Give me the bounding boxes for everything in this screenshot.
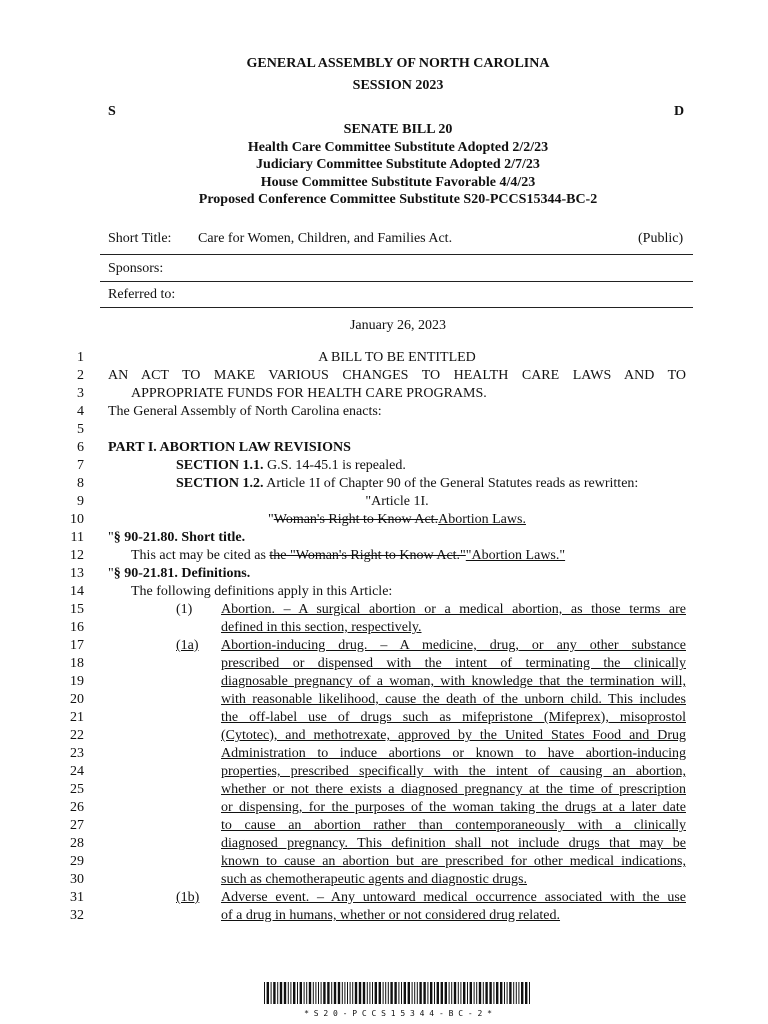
barcode-bar: [414, 982, 415, 1004]
barcode-bar: [427, 982, 428, 1004]
definition-number: (1): [176, 602, 193, 617]
line-number: 15: [70, 602, 84, 617]
open-quote: ": [108, 530, 114, 545]
barcode-bar: [412, 982, 413, 1004]
barcode-bar: [271, 982, 272, 1004]
line-number: 2: [77, 368, 84, 383]
section-1-2: [176, 475, 638, 493]
barcode-bar: [290, 982, 291, 1004]
barcode-bar: [306, 982, 307, 1004]
barcode: [262, 982, 534, 1018]
barcode-bar: [504, 982, 505, 1004]
barcode-bar: [347, 982, 348, 1004]
struck-text: Woman's Right to Know Act.: [273, 512, 439, 527]
line-number: 8: [77, 476, 84, 491]
line-number: 21: [70, 710, 84, 725]
barcode-bar: [423, 982, 425, 1004]
barcode-bar: [318, 982, 319, 1004]
barcode-bar: [441, 982, 443, 1004]
definition-line: known to cause an abortion but are prescribed for other medical indications,: [221, 854, 686, 869]
divider: [100, 254, 693, 255]
barcode-bar: [516, 982, 517, 1004]
barcode-bar: [401, 982, 402, 1004]
barcode-bar: [273, 982, 275, 1004]
barcode-bar: [390, 982, 392, 1004]
barcode-bar: [513, 982, 514, 1004]
barcode-bar: [437, 982, 439, 1004]
barcode-bar: [372, 982, 373, 1004]
barcode-bar: [419, 982, 421, 1004]
act-title-line: AN ACT TO MAKE VARIOUS CHANGES TO HEALTH CARE LAWS AND TO: [108, 368, 686, 383]
section-text: Article 1I of Chapter 90 of the General Statutes reads as rewritten:: [266, 476, 639, 491]
definition-line: such as chemotherapeutic agents and diagnostic drugs.: [221, 872, 527, 887]
line-number: 23: [70, 746, 84, 761]
section-label: § 90-21.80. Short title.: [113, 530, 246, 545]
sponsors-label: Sponsors:: [108, 261, 164, 276]
definition-line: of a drug in humans, whether or not considered drug related.: [221, 908, 561, 923]
barcode-bar: [434, 982, 435, 1004]
line-number: 13: [70, 566, 84, 581]
barcode-bar: [277, 982, 278, 1004]
barcode-bar: [518, 982, 519, 1004]
barcode-bar: [288, 982, 289, 1004]
line-number: 17: [70, 638, 84, 653]
barcode-bar: [485, 982, 487, 1004]
line-number: 14: [70, 584, 84, 599]
definition-line: the off-label use of drugs such as mifepristone (Mifeprex), misoprostol: [221, 710, 686, 725]
line-number: 9: [77, 494, 84, 509]
definition-line: Abortion-inducing drug. – A medicine, drug, or any other substance: [221, 638, 686, 653]
barcode-bar: [476, 982, 477, 1004]
barcode-bar: [313, 982, 314, 1004]
definition-line: Abortion. – A surgical abortion or a medical abortion, as those terms are: [221, 602, 686, 617]
barcode-bar: [489, 982, 491, 1004]
barcode-bar: [529, 982, 530, 1004]
barcode-bar: [375, 982, 377, 1004]
barcode-bar: [451, 982, 452, 1004]
barcode-bar: [500, 982, 502, 1004]
barcode-bar: [404, 982, 406, 1004]
public-label: (Public): [638, 231, 684, 246]
article-heading: "Article 1I.: [365, 494, 429, 509]
barcode-bar: [334, 982, 336, 1004]
right-code: D: [674, 104, 685, 119]
barcode-bar: [388, 982, 389, 1004]
barcode-bar: [493, 982, 494, 1004]
section-label: SECTION 1.2.: [176, 476, 264, 491]
section-label: SECTION 1.1.: [176, 458, 264, 473]
barcode-bar: [300, 982, 302, 1004]
barcode-bar: [280, 982, 282, 1004]
definition-number: (1b): [176, 890, 200, 905]
barcode-bar: [342, 982, 343, 1004]
barcode-bar: [379, 982, 381, 1004]
struck-text: the "Woman's Right to Know Act.": [269, 548, 466, 563]
barcode-bar: [470, 982, 472, 1004]
barcode-bar: [264, 982, 265, 1004]
barcode-bar: [284, 982, 286, 1004]
barcode-bar: [352, 982, 353, 1004]
short-title-label: Short Title:: [108, 231, 172, 246]
line-number: 26: [70, 800, 84, 815]
barcode-bar: [327, 982, 329, 1004]
assembly-heading: GENERAL ASSEMBLY OF NORTH CAROLINA: [246, 56, 550, 71]
line-number: 30: [70, 872, 84, 887]
line-number: 29: [70, 854, 84, 869]
divider: [100, 281, 693, 282]
short-title-clause: [131, 547, 565, 565]
barcode-bar: [460, 982, 461, 1004]
barcode-bars: [262, 982, 534, 1004]
barcode-bar: [408, 982, 410, 1004]
definition-line: prescribed or dispensed with the intent of terminating the clinically: [221, 656, 686, 671]
definition-number: (1a): [176, 638, 199, 653]
intro-date: January 26, 2023: [349, 318, 447, 333]
line-number: 28: [70, 836, 84, 851]
open-quote: ": [108, 566, 114, 581]
definition-line: defined in this section, respectively.: [221, 620, 422, 635]
line-number: 25: [70, 782, 84, 797]
line-number: 7: [77, 458, 84, 473]
line-number: 5: [77, 422, 84, 437]
barcode-bar: [467, 982, 468, 1004]
barcode-bar: [359, 982, 361, 1004]
barcode-bar: [449, 982, 450, 1004]
barcode-bar: [383, 982, 384, 1004]
barcode-bar: [369, 982, 370, 1004]
barcode-bar: [344, 982, 345, 1004]
definition-line: diagnosable pregnancy of a woman, with knowledge that the termination will,: [221, 674, 686, 689]
definition-line: to cause an abortion rather than contemporaneously with a clinically: [221, 818, 686, 833]
barcode-bar: [398, 982, 399, 1004]
short-title: Care for Women, Children, and Families Act.: [198, 231, 453, 246]
referred-label: Referred to:: [108, 287, 176, 302]
line-number: 27: [70, 818, 84, 833]
barcode-bar: [315, 982, 316, 1004]
line-number: 32: [70, 908, 84, 923]
barcode-bar: [363, 982, 365, 1004]
barcode-bar: [267, 982, 269, 1004]
line-number: 19: [70, 674, 84, 689]
inserted-text: "Abortion Laws.": [465, 548, 566, 563]
barcode-bar: [507, 982, 508, 1004]
definition-line: (Cytotec), and methotrexate, approved by the United States Food and Drug: [221, 728, 686, 743]
section-label: § 90-21.81. Definitions.: [113, 566, 251, 581]
barcode-bar: [297, 982, 298, 1004]
barcode-bar: [509, 982, 511, 1004]
section-90-21-80-heading: [108, 529, 245, 547]
left-code: S: [108, 104, 116, 119]
definition-line: Administration to induce abortions or known to have abortion-inducing: [221, 746, 686, 761]
line-number: 22: [70, 728, 84, 743]
barcode-text: * S 2 0 - P C C S 1 5 3 4 4 - B C - 2 *: [304, 1009, 492, 1018]
definition-line: whether or not there exists a diagnosed pregnancy at the time of prescription: [221, 782, 686, 797]
line-number: 18: [70, 656, 84, 671]
line-number: 16: [70, 620, 84, 635]
barcode-bar: [309, 982, 311, 1004]
barcode-bar: [454, 982, 456, 1004]
line-number: 31: [70, 890, 84, 905]
article-title: [108, 511, 686, 529]
definition-line: Adverse event. – Any untoward medical occurrence associated with the use: [221, 890, 686, 905]
barcode-bar: [331, 982, 332, 1004]
barcode-bar: [496, 982, 498, 1004]
definition-line: with reasonable likelihood, cause the death of the unborn child. This includes: [221, 692, 686, 707]
barcode-bar: [483, 982, 484, 1004]
section-1-1: [176, 457, 406, 475]
definition-line: diagnosed pregnancy. This definition shall not include drugs that may be: [221, 836, 686, 851]
open-quote: ": [268, 512, 274, 527]
barcode-bar: [293, 982, 295, 1004]
history-line: House Committee Substitute Favorable 4/4/23: [260, 175, 536, 190]
line-number: 4: [77, 404, 84, 419]
barcode-bar: [525, 982, 527, 1004]
definition-line: or dispensing, for the purposes of the woman taking the drugs at a later date: [221, 800, 686, 815]
plain-text: This act may be cited as: [131, 548, 270, 563]
barcode-bar: [521, 982, 523, 1004]
definitions-intro: The following definitions apply in this Article:: [131, 584, 393, 599]
section-text: G.S. 14-45.1 is repealed.: [267, 458, 406, 473]
bill-heading: A BILL TO BE ENTITLED: [318, 350, 476, 365]
barcode-bar: [430, 982, 432, 1004]
inserted-text: Abortion Laws.: [438, 512, 526, 527]
divider: [100, 307, 693, 308]
barcode-bar: [445, 982, 447, 1004]
history-line: Proposed Conference Committee Substitute S20-PCCS15344-BC-2: [198, 192, 598, 207]
barcode-bar: [474, 982, 475, 1004]
barcode-bar: [350, 982, 351, 1004]
barcode-bar: [463, 982, 465, 1004]
barcode-bar: [304, 982, 305, 1004]
definition-line: properties, prescribed specifically with the intent of causing an abortion,: [221, 764, 686, 779]
enacting-clause: The General Assembly of North Carolina enacts:: [108, 404, 382, 419]
barcode-bar: [323, 982, 325, 1004]
line-number: 24: [70, 764, 84, 779]
barcode-bar: [385, 982, 386, 1004]
line-number: 20: [70, 692, 84, 707]
barcode-bar: [479, 982, 481, 1004]
bill-title: SENATE BILL 20: [343, 122, 453, 137]
barcode-bar: [321, 982, 322, 1004]
line-number: 6: [77, 440, 84, 455]
part-heading: PART I. ABORTION LAW REVISIONS: [108, 440, 351, 455]
history-line: Judiciary Committee Substitute Adopted 2/7/23: [256, 157, 540, 172]
line-number: 12: [70, 548, 84, 563]
barcode-bar: [458, 982, 459, 1004]
session-heading: SESSION 2023: [352, 78, 444, 93]
barcode-bar: [355, 982, 357, 1004]
barcode-bar: [394, 982, 396, 1004]
history-line: Health Care Committee Substitute Adopted 2/2/23: [247, 140, 549, 155]
barcode-bar: [367, 982, 368, 1004]
act-title-line: APPROPRIATE FUNDS FOR HEALTH CARE PROGRAMS.: [131, 386, 487, 401]
barcode-bar: [338, 982, 340, 1004]
line-number: 10: [70, 512, 84, 527]
line-number: 1: [77, 350, 84, 365]
barcode-bar: [417, 982, 418, 1004]
line-number: 11: [70, 530, 84, 545]
line-number: 3: [77, 386, 84, 401]
section-90-21-81-heading: [108, 565, 250, 583]
